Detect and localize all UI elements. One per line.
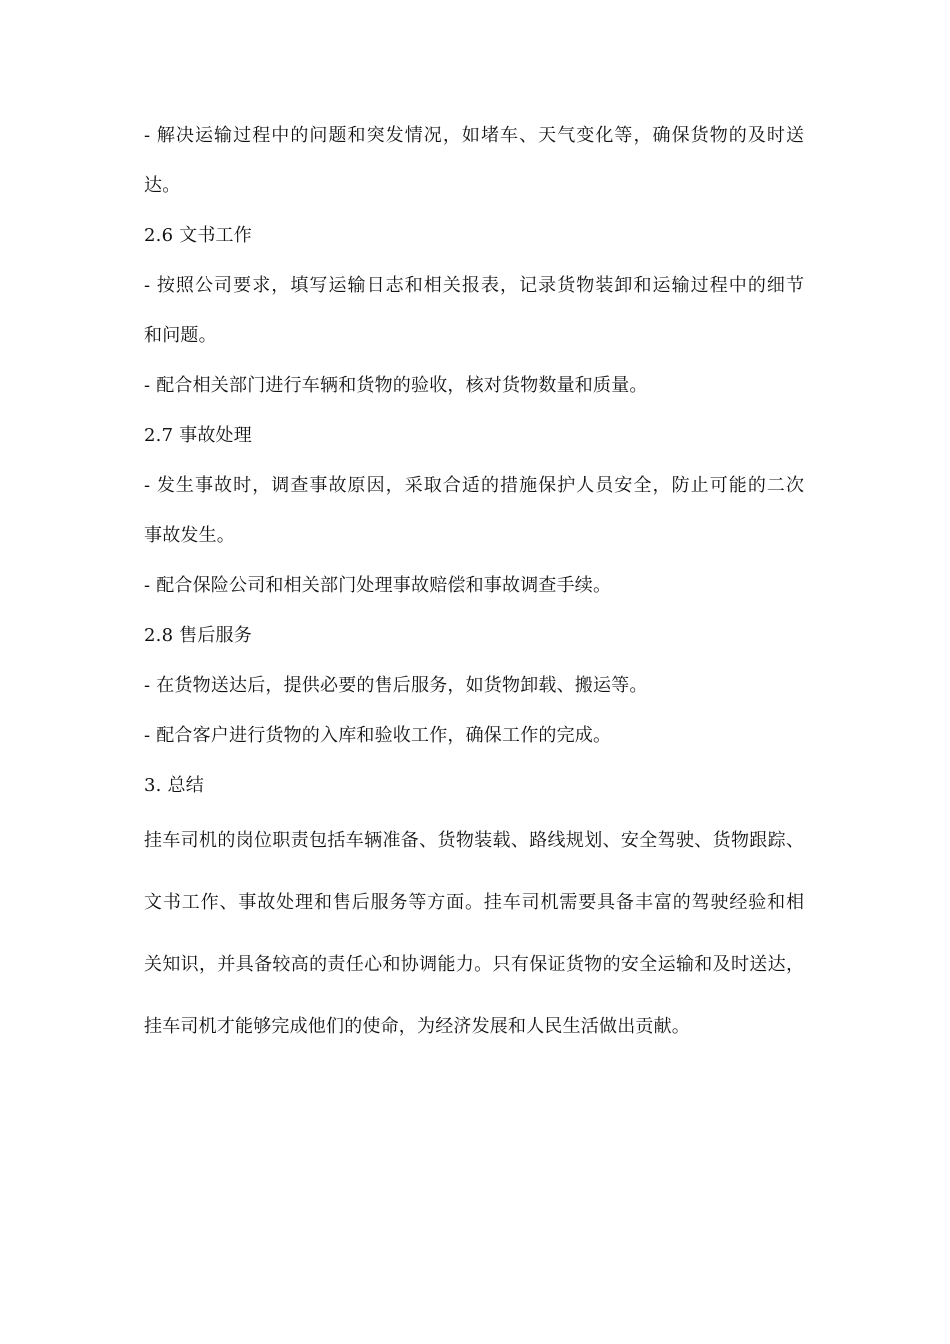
bullet-line-continuation: 和问题。 [144,325,217,346]
summary-paragraph-line: 挂车司机才能够完成他们的使命，为经济发展和人民生活做出贡献。 [144,1016,690,1037]
bullet-line: - 发生事故时，调查事故原因，采取合适的措施保护人员安全，防止可能的二次 [144,475,804,496]
bullet-line: - 解决运输过程中的问题和突发情况，如堵车、天气变化等，确保货物的及时送 [144,125,804,146]
bullet-line-continuation: 达。 [144,175,181,196]
section-heading-2-6: 2.6 文书工作 [144,225,252,246]
summary-paragraph-line: 文书工作、事故处理和售后服务等方面。挂车司机需要具备丰富的驾驶经验和相 [144,892,804,913]
section-heading-2-7: 2.7 事故处理 [144,425,252,446]
section-heading-3: 3. 总结 [144,775,204,796]
section-heading-2-8: 2.8 售后服务 [144,625,252,646]
summary-paragraph-line: 挂车司机的岗位职责包括车辆准备、货物装载、路线规划、安全驾驶、货物跟踪、 [144,830,804,851]
bullet-line: - 按照公司要求，填写运输日志和相关报表，记录货物装卸和运输过程中的细节 [144,275,804,296]
bullet-line-continuation: 事故发生。 [144,525,235,546]
bullet-line: - 配合相关部门进行车辆和货物的验收，核对货物数量和质量。 [144,375,648,396]
bullet-line: - 配合客户进行货物的入库和验收工作，确保工作的完成。 [144,725,612,746]
bullet-line: - 配合保险公司和相关部门处理事故赔偿和事故调查手续。 [144,575,612,596]
summary-paragraph-line: 关知识，并具备较高的责任心和协调能力。只有保证货物的安全运输和及时送达， [144,954,804,975]
bullet-line: - 在货物送达后，提供必要的售后服务，如货物卸载、搬运等。 [144,675,648,696]
